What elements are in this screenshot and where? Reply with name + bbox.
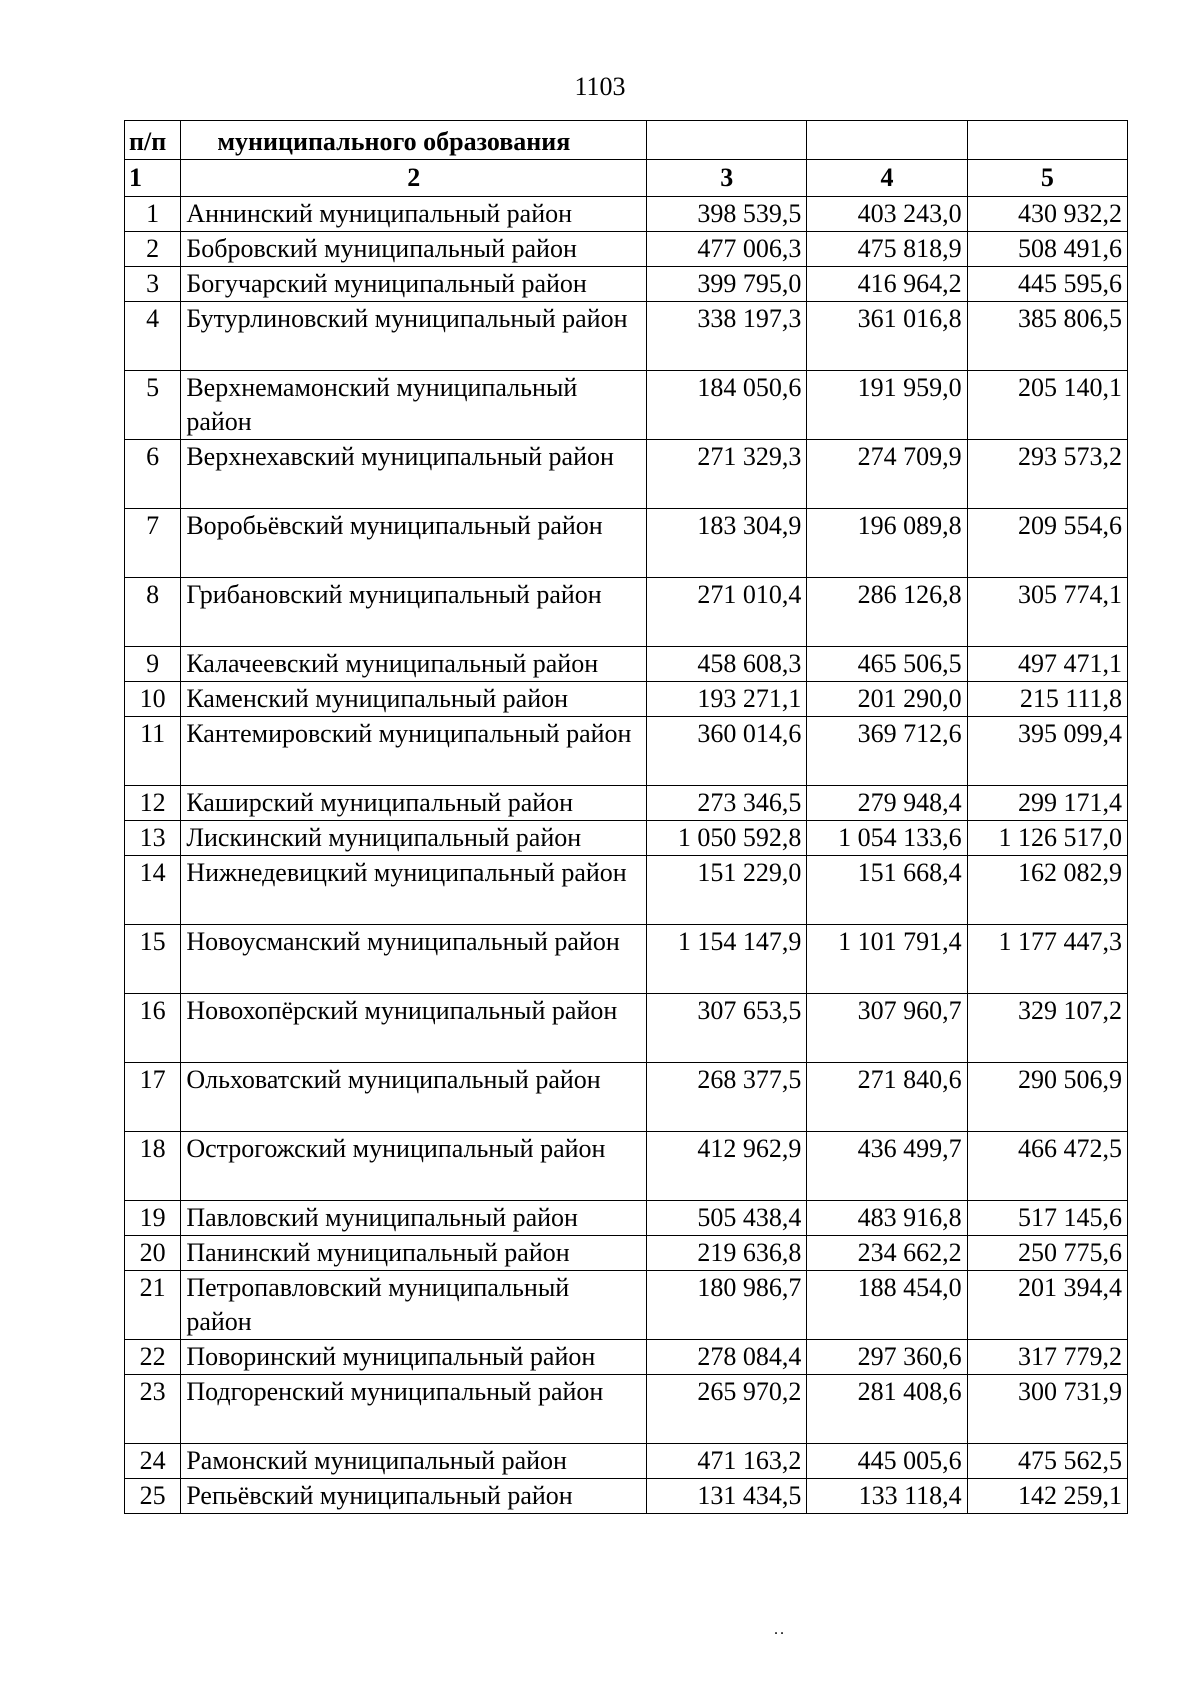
value-col4: 416 964,2 — [807, 267, 967, 302]
value-col4: 234 662,2 — [807, 1236, 967, 1271]
value-col5: 142 259,1 — [967, 1479, 1127, 1514]
value-col5: 250 775,6 — [967, 1236, 1127, 1271]
value-col3: 268 377,5 — [647, 1063, 807, 1132]
district-name: Бобровский муниципальный район — [181, 232, 647, 267]
district-name: Воробьёвский муниципальный район — [181, 509, 647, 578]
value-col5: 497 471,1 — [967, 647, 1127, 682]
value-col3: 398 539,5 — [647, 197, 807, 232]
budget-table — [124, 120, 1128, 1514]
value-col3: 338 197,3 — [647, 302, 807, 371]
table-row — [125, 1340, 1128, 1375]
table-row — [125, 1132, 1128, 1201]
value-col3: 505 438,4 — [647, 1201, 807, 1236]
district-name: Каменский муниципальный район — [181, 682, 647, 717]
row-index: 20 — [125, 1236, 181, 1271]
row-index: 10 — [125, 682, 181, 717]
page-number: 1103 — [574, 72, 626, 101]
table-row — [125, 1271, 1128, 1340]
value-col3: 131 434,5 — [647, 1479, 807, 1514]
value-col4: 201 290,0 — [807, 682, 967, 717]
district-name: Лискинский муниципальный район — [181, 821, 647, 856]
value-col3: 180 986,7 — [647, 1271, 807, 1340]
row-index: 8 — [125, 578, 181, 647]
value-col4: 403 243,0 — [807, 197, 967, 232]
value-col3: 265 970,2 — [647, 1375, 807, 1444]
value-col4: 1 101 791,4 — [807, 925, 967, 994]
value-col4: 151 668,4 — [807, 856, 967, 925]
table-row — [125, 856, 1128, 925]
value-col3: 477 006,3 — [647, 232, 807, 267]
value-col5: 445 595,6 — [967, 267, 1127, 302]
district-name: Калачеевский муниципальный район — [181, 647, 647, 682]
value-col5: 430 932,2 — [967, 197, 1127, 232]
value-col5: 475 562,5 — [967, 1444, 1127, 1479]
value-col3: 193 271,1 — [647, 682, 807, 717]
district-name: Нижнедевицкий муниципальный район — [181, 856, 647, 925]
header-col1-number: 1 — [125, 160, 181, 197]
table-row — [125, 440, 1128, 509]
value-col4: 281 408,6 — [807, 1375, 967, 1444]
value-col5: 205 140,1 — [967, 371, 1127, 440]
value-col4: 475 818,9 — [807, 232, 967, 267]
row-index: 21 — [125, 1271, 181, 1340]
table-row — [125, 1444, 1128, 1479]
table-row — [125, 302, 1128, 371]
district-name: Новоусманский муниципальный район — [181, 925, 647, 994]
row-index: 5 — [125, 371, 181, 440]
value-col5: 305 774,1 — [967, 578, 1127, 647]
value-col3: 412 962,9 — [647, 1132, 807, 1201]
value-col3: 184 050,6 — [647, 371, 807, 440]
row-index: 23 — [125, 1375, 181, 1444]
table-row — [125, 682, 1128, 717]
table-row — [125, 717, 1128, 786]
value-col5: 1 126 517,0 — [967, 821, 1127, 856]
value-col3: 271 329,3 — [647, 440, 807, 509]
row-index: 9 — [125, 647, 181, 682]
row-index: 19 — [125, 1201, 181, 1236]
value-col3: 271 010,4 — [647, 578, 807, 647]
value-col3: 1 050 592,8 — [647, 821, 807, 856]
value-col4: 465 506,5 — [807, 647, 967, 682]
district-name: Павловский муниципальный район — [181, 1201, 647, 1236]
row-index: 14 — [125, 856, 181, 925]
row-index: 11 — [125, 717, 181, 786]
table-row — [125, 578, 1128, 647]
value-col4: 436 499,7 — [807, 1132, 967, 1201]
district-name: Бутурлиновский муниципальный район — [181, 302, 647, 371]
district-name: Аннинский муниципальный район — [181, 197, 647, 232]
table-row — [125, 509, 1128, 578]
value-col3: 278 084,4 — [647, 1340, 807, 1375]
table-row — [125, 786, 1128, 821]
value-col4: 286 126,8 — [807, 578, 967, 647]
district-name: Подгоренский муниципальный район — [181, 1375, 647, 1444]
district-name: Панинский муниципальный район — [181, 1236, 647, 1271]
value-col5: 162 082,9 — [967, 856, 1127, 925]
district-name: Репьёвский муниципальный район — [181, 1479, 647, 1514]
district-name: Поворинский муниципальный район — [181, 1340, 647, 1375]
district-name: Верхнехавский муниципальный район — [181, 440, 647, 509]
value-col4: 133 118,4 — [807, 1479, 967, 1514]
row-index: 24 — [125, 1444, 181, 1479]
value-col4: 297 360,6 — [807, 1340, 967, 1375]
table-row — [125, 267, 1128, 302]
table-row — [125, 232, 1128, 267]
header-row-top — [125, 121, 1128, 160]
row-index: 15 — [125, 925, 181, 994]
table-row — [125, 647, 1128, 682]
value-col5: 329 107,2 — [967, 994, 1127, 1063]
table-row — [125, 1063, 1128, 1132]
header-col3-blank — [647, 121, 807, 160]
row-index: 3 — [125, 267, 181, 302]
table-row — [125, 197, 1128, 232]
value-col5: 209 554,6 — [967, 509, 1127, 578]
header-col4-number: 4 — [807, 160, 967, 197]
value-col3: 273 346,5 — [647, 786, 807, 821]
value-col3: 183 304,9 — [647, 509, 807, 578]
row-index: 13 — [125, 821, 181, 856]
district-name: Верхнемамонский муниципальный район — [181, 371, 647, 440]
header-col5-blank — [967, 121, 1127, 160]
value-col4: 483 916,8 — [807, 1201, 967, 1236]
value-col4: 1 054 133,6 — [807, 821, 967, 856]
value-col3: 471 163,2 — [647, 1444, 807, 1479]
row-index: 17 — [125, 1063, 181, 1132]
value-col3: 1 154 147,9 — [647, 925, 807, 994]
value-col3: 399 795,0 — [647, 267, 807, 302]
value-col5: 300 731,9 — [967, 1375, 1127, 1444]
row-index: 22 — [125, 1340, 181, 1375]
value-col4: 196 089,8 — [807, 509, 967, 578]
value-col3: 219 636,8 — [647, 1236, 807, 1271]
value-col5: 385 806,5 — [967, 302, 1127, 371]
district-name: Грибановский муниципальный район — [181, 578, 647, 647]
value-col4: 279 948,4 — [807, 786, 967, 821]
value-col3: 307 653,5 — [647, 994, 807, 1063]
value-col3: 360 014,6 — [647, 717, 807, 786]
value-col5: 317 779,2 — [967, 1340, 1127, 1375]
value-col4: 369 712,6 — [807, 717, 967, 786]
value-col5: 215 111,8 — [967, 682, 1127, 717]
district-name: Кантемировский муниципальный район — [181, 717, 647, 786]
header-index-label: п/п — [125, 121, 181, 160]
district-name: Петропавловский муниципальный район — [181, 1271, 647, 1340]
row-index: 16 — [125, 994, 181, 1063]
footer-mark: ˙˙ — [773, 1628, 785, 1648]
value-col5: 395 099,4 — [967, 717, 1127, 786]
value-col5: 290 506,9 — [967, 1063, 1127, 1132]
value-col5: 293 573,2 — [967, 440, 1127, 509]
value-col4: 307 960,7 — [807, 994, 967, 1063]
header-row-numbers — [125, 160, 1128, 197]
value-col3: 151 229,0 — [647, 856, 807, 925]
value-col5: 299 171,4 — [967, 786, 1127, 821]
row-index: 18 — [125, 1132, 181, 1201]
value-col4: 271 840,6 — [807, 1063, 967, 1132]
value-col4: 188 454,0 — [807, 1271, 967, 1340]
table-row — [125, 994, 1128, 1063]
district-name: Ольховатский муниципальный район — [181, 1063, 647, 1132]
table-row — [125, 1201, 1128, 1236]
table-row — [125, 1375, 1128, 1444]
value-col5: 466 472,5 — [967, 1132, 1127, 1201]
value-col5: 1 177 447,3 — [967, 925, 1127, 994]
value-col4: 445 005,6 — [807, 1444, 967, 1479]
value-col4: 361 016,8 — [807, 302, 967, 371]
district-name: Новохопёрский муниципальный район — [181, 994, 647, 1063]
district-name: Острогожский муниципальный район — [181, 1132, 647, 1201]
row-index: 4 — [125, 302, 181, 371]
table-row — [125, 821, 1128, 856]
district-name: Рамонский муниципальный район — [181, 1444, 647, 1479]
row-index: 2 — [125, 232, 181, 267]
district-name: Богучарский муниципальный район — [181, 267, 647, 302]
value-col3: 458 608,3 — [647, 647, 807, 682]
district-name: Каширский муниципальный район — [181, 786, 647, 821]
row-index: 6 — [125, 440, 181, 509]
header-col5-number: 5 — [967, 160, 1127, 197]
row-index: 1 — [125, 197, 181, 232]
table-row — [125, 1236, 1128, 1271]
table-row — [125, 371, 1128, 440]
value-col4: 191 959,0 — [807, 371, 967, 440]
value-col5: 201 394,4 — [967, 1271, 1127, 1340]
row-index: 12 — [125, 786, 181, 821]
row-index: 25 — [125, 1479, 181, 1514]
value-col5: 517 145,6 — [967, 1201, 1127, 1236]
header-col4-blank — [807, 121, 967, 160]
header-col3-number: 3 — [647, 160, 807, 197]
value-col5: 508 491,6 — [967, 232, 1127, 267]
header-col2-number: 2 — [181, 160, 647, 197]
header-name-label: муниципального образования — [181, 121, 647, 160]
table-row — [125, 925, 1128, 994]
table-row — [125, 1479, 1128, 1514]
value-col4: 274 709,9 — [807, 440, 967, 509]
row-index: 7 — [125, 509, 181, 578]
